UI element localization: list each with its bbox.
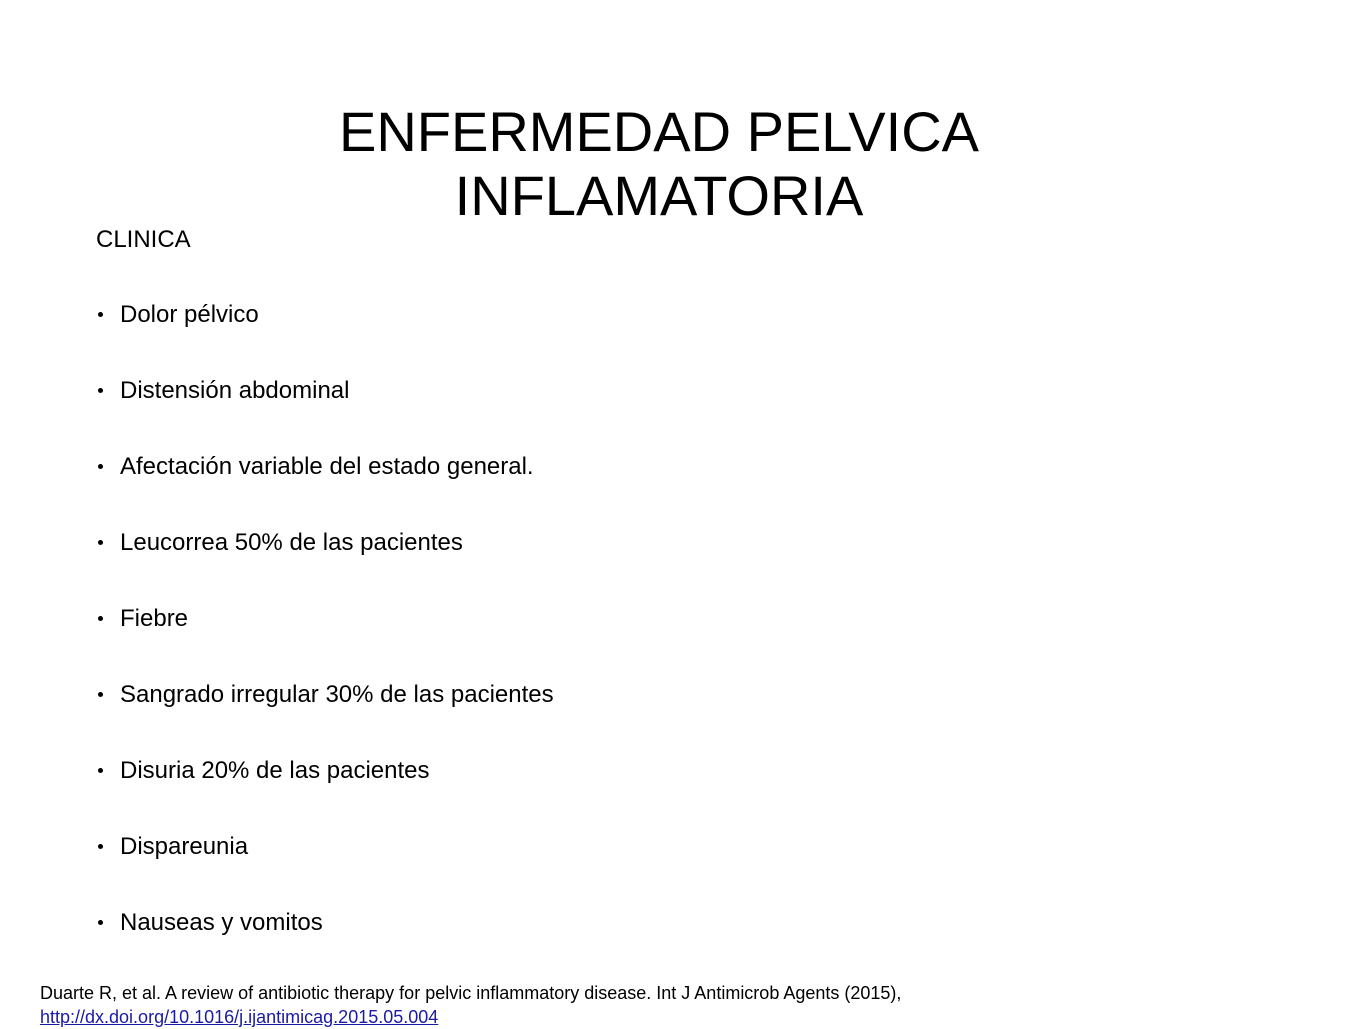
list-item-text: Dolor pélvico [120, 301, 259, 328]
bullet-icon [98, 692, 103, 697]
list-item [96, 905, 554, 981]
reference-citation [40, 981, 1340, 1029]
list-item [96, 525, 554, 601]
slide-title [0, 100, 1318, 228]
section-label: CLINICA [96, 226, 191, 253]
bullet-icon [98, 464, 103, 469]
list-item-text: Afectación variable del estado general. [120, 453, 534, 480]
list-item-text: Nauseas y vomitos [120, 909, 323, 936]
bullet-icon [98, 920, 103, 925]
bullet-icon [98, 768, 103, 773]
symptom-list [96, 297, 554, 981]
bullet-icon [98, 312, 103, 317]
list-item [96, 601, 554, 677]
list-item [96, 297, 554, 373]
list-item-text: Fiebre [120, 605, 189, 632]
list-item [96, 829, 554, 905]
list-item-text: Distensión abdominal [120, 377, 350, 404]
bullet-icon [98, 540, 103, 545]
reference-text: Duarte R, et al. A review of antibiotic therapy for pelvic inflammatory disease. Int J Antimicrob Agents (2015), [40, 983, 902, 1003]
list-item-text: Leucorrea 50% de las pacientes [120, 529, 463, 556]
bullet-icon [98, 616, 103, 621]
list-item [96, 373, 554, 449]
slide-title-line-2: INFLAMATORIA [454, 163, 864, 227]
bullet-icon [98, 844, 103, 849]
bullet-icon [98, 388, 103, 393]
list-item-text: Disuria 20% de las pacientes [120, 757, 430, 784]
reference-doi-link[interactable]: http://dx.doi.org/10.1016/j.ijantimicag.2015.05.004 [40, 1007, 439, 1027]
list-item-text: Sangrado irregular 30% de las pacientes [120, 681, 554, 708]
list-item [96, 753, 554, 829]
list-item-text: Dispareunia [120, 833, 249, 860]
list-item [96, 449, 554, 525]
list-item [96, 677, 554, 753]
slide-title-line-1: ENFERMEDAD PELVICA [339, 99, 979, 163]
